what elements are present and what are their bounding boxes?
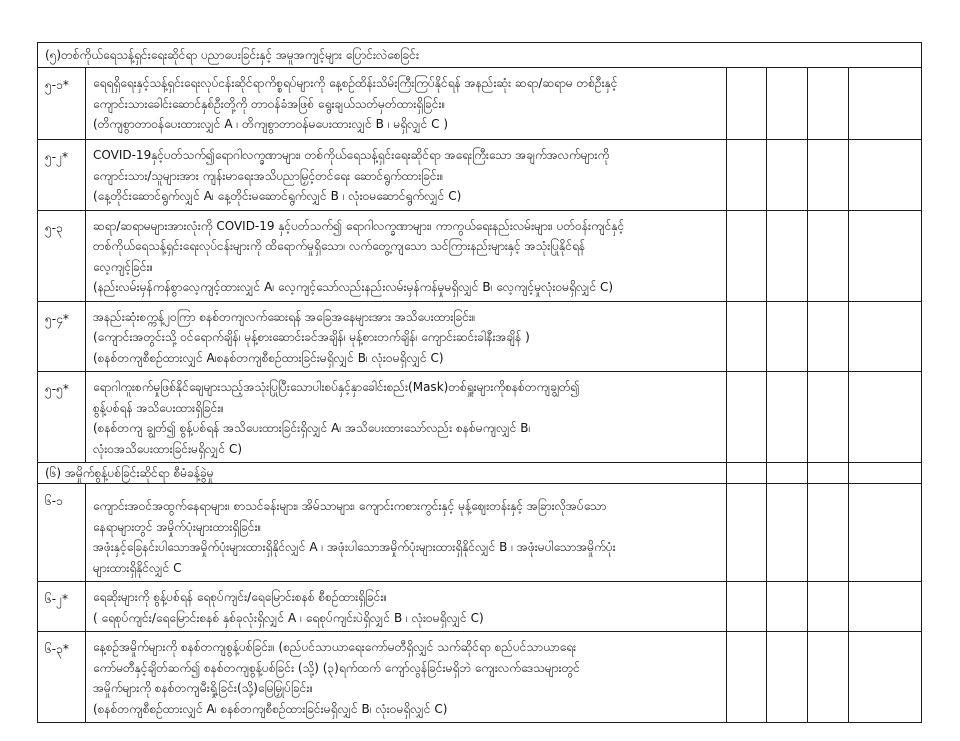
rating-cell — [767, 140, 808, 211]
item-text-line: ( ရေစုပ်ကျင်း/ရေမြောင်းစနစ် နှစ်ခုလုံးရှိလျှင် A ၊ ရေစုပ်ကျင်းပဲရှိလျှင် B ၊ လုံးဝမရှိလျှင် C) — [93, 610, 484, 625]
item-text-line: ကျောင်းသား/သူများအား ကျန်းမာရေးအသိပညာမြှင့်တင်ရေး ဆောင်ရွက်ထားခြင်း။ — [93, 168, 444, 183]
rating-cell — [727, 140, 767, 211]
rating-cell — [849, 632, 922, 723]
rating-cell — [767, 301, 808, 372]
item-text — [86, 484, 727, 582]
item-number: ၅-၅* — [38, 372, 86, 463]
rating-cell — [727, 210, 767, 301]
rating-cell — [727, 372, 767, 463]
item-text-line: (နေ့တိုင်းဆောင်ရွက်လျှင် A၊ နေ့တိုင်းမဆောင်ရွက်လျှင် B ၊ လုံးဝမဆောင်ရွက်လျှင် C) — [93, 189, 462, 203]
item-text — [86, 210, 727, 301]
item-text-line: ရေရရှိရေးနှင့်သန့်ရှင်းရေးလုပ်ငန်းဆိုင်ရာကိစ္စရပ်များကို နေ့စဉ်ထိန်းသိမ်းကြီးကြပ်နိုင်ရန် အနည်းဆုံး ဆရာ/ဆရာမ တစ်ဦးနှင့် — [93, 76, 618, 90]
rating-cell — [767, 582, 808, 632]
rating-cell — [767, 632, 808, 723]
item-text-line: COVID-19နှင့်ပတ်သက်၍ရောဂါလက္ခဏာများ၊ တစ်ကိုယ်ရေသန့်ရှင်းရေးဆိုင်ရာ အရေးကြီးသော အချက်အလက်များကို — [93, 148, 610, 162]
section-heading-row — [38, 43, 922, 68]
item-text-line: ကျောင်းသားခေါင်းဆောင်နှစ်ဦးတို့ကို တာဝန်ခံအဖြစ် ရွေးချယ်သတ်မှတ်ထားရှိခြင်း။ — [93, 96, 446, 111]
item-text — [86, 632, 727, 723]
item-text-line: ကျောင်းအဝင်အထွက်နေရာများ၊ စာသင်ခန်းများ၊ အိမ်သာများ၊ ကျောင်းကစားကွင်းနှင့် မုန့်ဈေးတန်းနှင့် အခြားလိုအပ်သော — [93, 499, 607, 513]
table-row — [38, 301, 922, 372]
rating-cell — [767, 372, 808, 463]
rating-cell — [849, 68, 922, 140]
rating-cell — [727, 68, 767, 140]
item-number: ၆-၃* — [38, 632, 86, 723]
item-number: ၅-၂* — [38, 140, 86, 211]
rating-cell — [767, 210, 808, 301]
rating-cell — [849, 463, 922, 484]
rating-cell — [849, 210, 922, 301]
item-text-line: နေရာများတွင် အမှိုက်ပုံးများထားရှိခြင်း။ — [93, 519, 262, 534]
rating-cell — [849, 582, 922, 632]
item-text-line: များထားရှိနိုင်လျှင် C — [93, 560, 182, 575]
rating-cell — [808, 301, 849, 372]
rating-cell — [849, 140, 922, 211]
item-text-line: နေ့စဉ်အမှိုက်များကို စနစ်တကျစွန့်ပစ်ခြင်း။ (စည်ပင်သာယာရေးကော်မတီရှိလျှင် သက်ဆိုင်ရာ စည်ပင်သာယာရေး — [93, 640, 577, 654]
item-text-line: (ကျောင်းအတွင်းသို့ ဝင်ရောက်ချိန်၊ မုန့်စားဆောင်းခင်အချိန်၊ မုန့်စားတက်ချိန်၊ ကျောင်းဆင်းခါနီးအချိန် ) — [93, 330, 530, 344]
item-text-line: လေ့ကျင့်ခြင်း။ — [93, 259, 154, 274]
rating-cell — [727, 484, 767, 582]
rating-cell — [808, 372, 849, 463]
evaluation-table — [37, 42, 922, 723]
item-number: ၆-၁ — [38, 484, 86, 582]
rating-cell — [808, 632, 849, 723]
item-text-line: (တိကျစွာတာဝန်ပေးထားလျှင် A ၊ တိကျစွာတာဝန်မပေးထားလျှင် B ၊ မရှိလျှင် C ) — [93, 117, 449, 131]
rating-cell — [849, 301, 922, 372]
item-text-line: အမှိုက်များကို စနစ်တကျမီးရှို့ခြင်း(သို့)မြေမြှုပ်ခြင်း။ — [93, 681, 314, 695]
item-text — [86, 301, 727, 372]
rating-cell — [727, 463, 767, 484]
table-row — [38, 68, 922, 140]
item-text-line: ဆရာ/ဆရာမများအားလုံးကို COVID-19 နှင့်ပတ်သက်၍ ရောဂါလက္ခဏာများ၊ ကာကွယ်ရေးနည်းလမ်းများ၊ ပတ်ဝန်းကျင်နှင့် — [93, 218, 625, 233]
item-text-line: တစ်ကိုယ်ရေသန့်ရှင်းရေးလုပ်ငန်းများကို ထိရောက်မှုရှိသော၊ လက်တွေ့ကျသော သင်ကြားနည်းများနှင့် အသုံးပြုနိုင်ရန် — [93, 239, 586, 253]
item-text-line: စွန့်ပစ်ရန် အသိပေးထားရှိခြင်း။ — [93, 400, 225, 415]
item-text-line: (နည်းလမ်းမှန်ကန်စွာလေ့ကျင့်ထားလျှင် A၊ လေ့ကျင့်သော်လည်းနည်းလမ်းမှန်ကန်မှုမရှိလျှင် B၊ လေ့ကျင့်မှုလုံးဝမရှိလျှင် C) — [93, 280, 614, 294]
rating-cell — [808, 582, 849, 632]
item-number: ၆-၂* — [38, 582, 86, 632]
rating-cell — [727, 632, 767, 723]
rating-cell — [727, 301, 767, 372]
item-text — [86, 372, 727, 463]
item-text — [86, 68, 727, 140]
rating-cell — [767, 463, 808, 484]
item-number: ၅-၄* — [38, 301, 86, 372]
section-heading-row — [38, 463, 922, 484]
rating-cell — [808, 484, 849, 582]
rating-cell — [727, 582, 767, 632]
item-text-line: (စနစ်တကျစီစဉ်ထားလျှင် A၊ စနစ်တကျစီစဉ်ထားခြင်းမရှိလျှင် B၊ လုံးဝမရှိလျှင် C) — [93, 701, 448, 716]
rating-cell — [767, 68, 808, 140]
table-row — [38, 140, 922, 211]
rating-cell — [808, 68, 849, 140]
section-heading: (၅)တစ်ကိုယ်ရေသန့်ရှင်းရေးဆိုင်ရာ ပညာပေးခြင်းနှင့် အမူအကျင့်များ ပြောင်းလဲစေခြင်း — [38, 43, 922, 68]
rating-cell — [849, 484, 922, 582]
item-number: ၅-၃ — [38, 210, 86, 301]
table-row — [38, 372, 922, 463]
table-row — [38, 582, 922, 632]
rating-cell — [808, 210, 849, 301]
item-text-line: ကော်မတီနှင့်ချိတ်ဆက်၍ စနစ်တကျစွန့်ပစ်ခြင်း (သို့) (၃)ရက်ထက် ကျော်လွန်ခြင်းမရှိဘဲ ကျေးလက်ဒေသများတွင် — [93, 660, 580, 675]
item-text — [86, 582, 727, 632]
item-text-line: (စနစ်တကျ ချွတ်၍ စွန့်ပစ်ရန် အသိပေးထားခြင်းရှိလျှင် A၊ အသိပေးထားသော်လည်း စနစ်မကျလျှင် B၊ — [93, 421, 531, 435]
item-text-line: အနည်းဆုံးစက္ကန့်၂၀ကြာ စနစ်တကျလက်ဆေးရန် အခြေအနေများအား အသိပေးထားခြင်း။ — [93, 309, 476, 324]
item-text-line: အဖုံးနှင့်ခြေနင်းပါသောအမှိုက်ပုံးများထားရှိနိုင်လျှင် A ၊ အဖုံးပါသောအမှိုက်ပုံးများထားရှိနိုင်လျှင် B ၊ အဖုံးမပါသောအမှိုက်ပုံး — [93, 540, 616, 554]
table-row — [38, 484, 922, 582]
rating-cell — [808, 463, 849, 484]
item-text-line: (စနစ်တကျစီစဉ်ထားလျှင် A၊စနစ်တကျစီစဉ်ထားခြင်းမရှိလျှင် B၊ လုံးဝမရှိလျှင် C) — [93, 350, 444, 365]
rating-cell — [849, 372, 922, 463]
rating-cell — [767, 484, 808, 582]
item-text-line: ရေဆိုးများကို စွန့်ပစ်ရန် ရေစုပ်ကျင်း/ရေမြောင်းစနစ် စီစဉ်ထားရှိခြင်း။ — [93, 590, 388, 604]
item-text — [86, 140, 727, 211]
table-row — [38, 632, 922, 723]
item-number: ၅-၁* — [38, 68, 86, 140]
table-row — [38, 210, 922, 301]
item-text-line: လုံးဝအသိပေးထားခြင်းမရှိလျှင် C) — [93, 441, 243, 456]
item-text-line: ရောဂါကူးစက်မှုဖြစ်နိုင်ချေများသည့်အသုံးပြုပြီးသောပါးစပ်နှင့်နှာခေါင်းစည်း(Mask)တစ်ရှူးများကိုစနစ်တကျချွတ်၍ — [93, 380, 580, 394]
section-heading: (၆) အမှိုက်စွန့်ပစ်ခြင်းဆိုင်ရာ စီမံခန့်ခွဲမှု — [38, 463, 727, 484]
rating-cell — [808, 140, 849, 211]
